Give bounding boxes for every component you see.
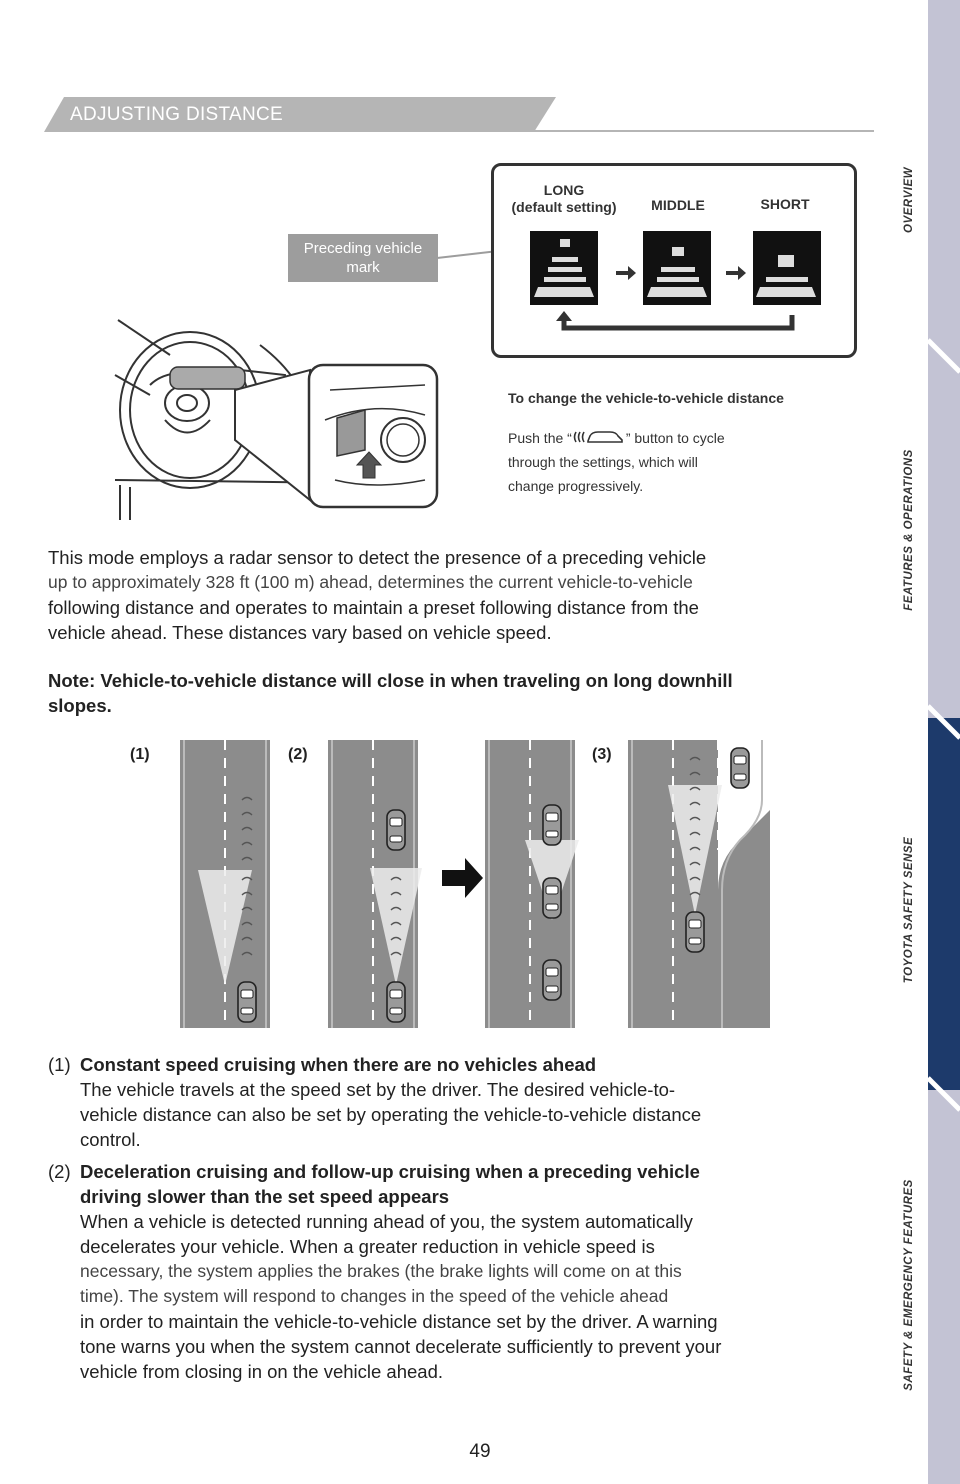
sidebar-tab-safety-emergency[interactable]: SAFETY & EMERGENCY FEATURES [903,1179,915,1391]
list-item-constant-speed: (1) Constant speed cruising when there are no vehicles ahead The vehicle travels at the speed set by the driver. The desired vehicle-to- vehicle distance can also be set by operating the vehicle-to-vehicle distance control. [48,1054,702,1150]
distance-button-icon [572,430,626,444]
distance-screens [530,231,825,331]
header-rule [534,130,874,132]
road-scenarios-illustration [180,740,770,1030]
page-number: 49 [469,1441,491,1462]
setting-short-label: SHORT [760,196,810,212]
sidebar-tab-dividers [924,0,960,1484]
change-distance-instructions: Push the “ ” button to cycle through the settings, which will change progressively. [508,430,725,494]
sidebar-tab-features-operations[interactable]: FEATURES & OPERATIONS [903,449,915,611]
setting-long-label: LONG (default setting) [511,182,617,215]
intro-paragraph: This mode employs a radar sensor to detect the presence of a preceding vehicle up to approximately 328 ft (100 m) ahead, determines the current vehicle-to-vehicle following distance and operates to maintain a preset following distance from the vehicle ahead. These distances vary based on vehicle speed. [48,547,707,643]
item-number: (1) [48,1054,71,1075]
figure-label-3: (3) [592,746,612,763]
figure-label-2: (2) [288,746,308,763]
setting-middle-label: MIDDLE [651,197,705,213]
sidebar-tab-toyota-safety-sense[interactable]: TOYOTA SAFETY SENSE [903,836,915,984]
item-number: (2) [48,1161,71,1182]
button-zoom-illustration [225,360,440,510]
downhill-note: Note: Vehicle-to-vehicle distance will close in when traveling on long downhill slopes. [48,670,733,716]
item-heading: Constant speed cruising when there are no vehicles ahead [80,1054,597,1075]
section-title: ADJUSTING DISTANCE [70,104,284,125]
preceding-vehicle-mark-label: Preceding vehicle mark [288,234,438,282]
sidebar-tab-overview[interactable]: OVERVIEW [903,167,916,233]
figure-label-1: (1) [130,746,150,763]
item-heading: Deceleration cruising and follow-up cruising when a preceding vehicle [80,1161,700,1182]
change-distance-title: To change the vehicle-to-vehicle distance [508,390,784,406]
list-item-deceleration: (2) Deceleration cruising and follow-up cruising when a preceding vehicle driving slower than the set speed appears When a vehicle is detected running ahead of you, the system automatically decelerates your vehicle. When a greater reduction in vehicle speed is necessary, the system applies the brakes (the brake lights will come on at this time). The system will respond to changes in the speed of the vehicle ahead in order to maintain the vehicle-to-vehicle distance set by the driver. A warning tone warns you when the system cannot decelerate sufficiently to prevent your vehicle from closing in on the vehicle ahead. [48,1161,722,1382]
